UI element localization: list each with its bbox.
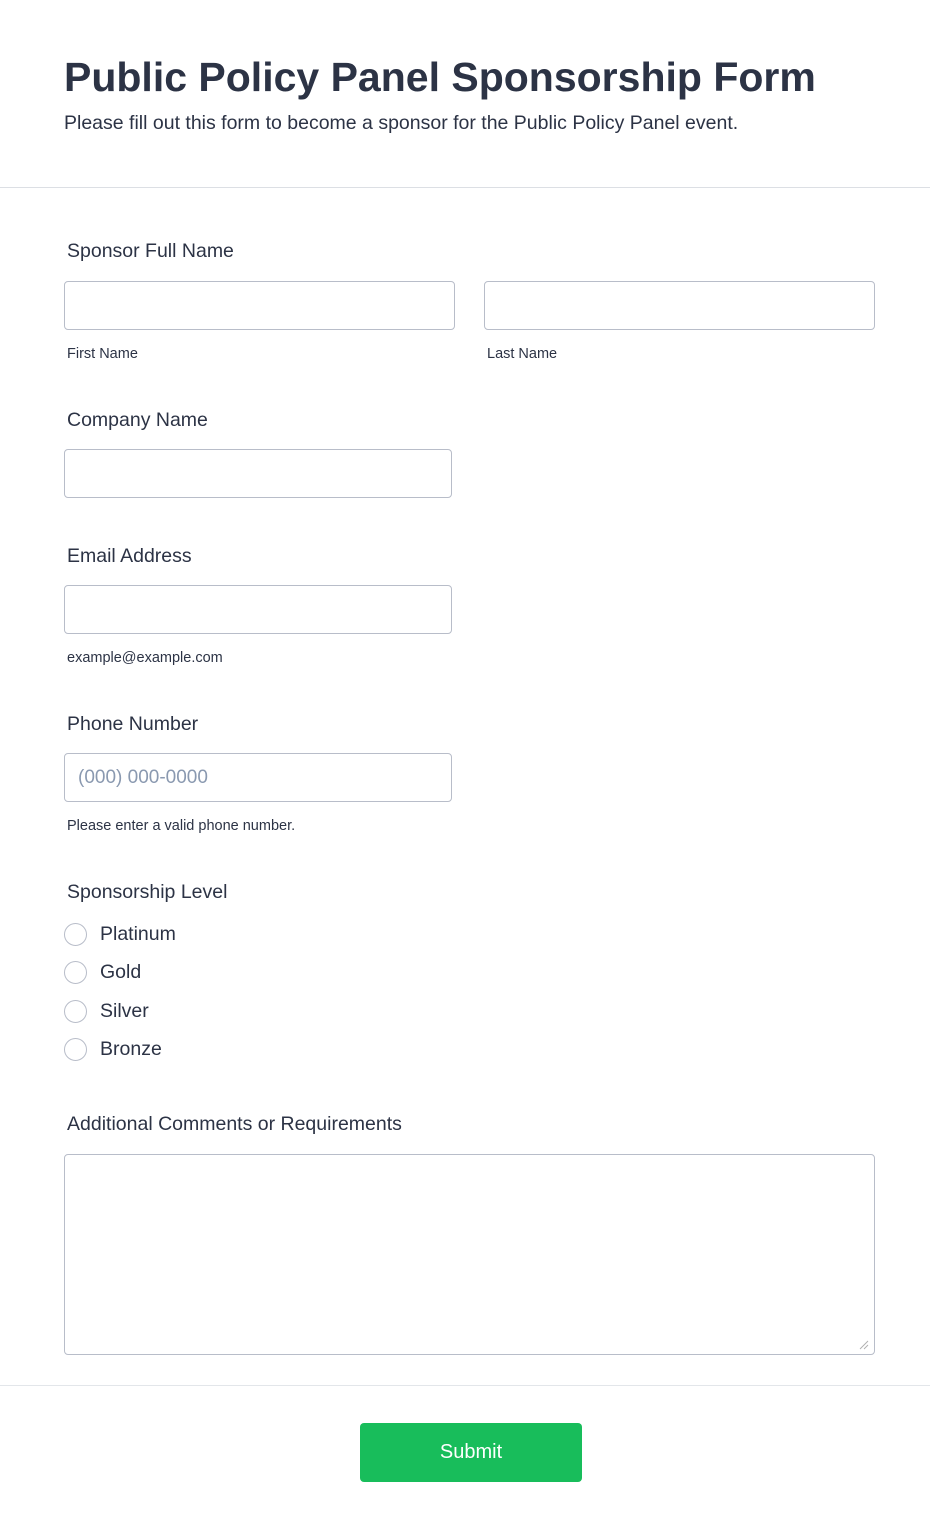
radio-option-platinum[interactable] [64, 921, 176, 947]
first-name-input[interactable] [64, 281, 455, 330]
email-input[interactable] [64, 585, 452, 634]
resize-handle-icon[interactable] [857, 1338, 869, 1350]
company-name-input[interactable] [64, 449, 452, 498]
email-label: Email Address [67, 545, 192, 567]
submit-button[interactable]: Submit [360, 1423, 582, 1482]
sponsorship-level-label: Sponsorship Level [67, 881, 228, 903]
radio-option-label: Bronze [100, 1038, 162, 1060]
form-header [0, 0, 930, 188]
page-title: Public Policy Panel Sponsorship Form [64, 54, 816, 100]
company-name-label: Company Name [67, 409, 208, 431]
comments-label: Additional Comments or Requirements [67, 1113, 402, 1135]
last-name-input[interactable] [484, 281, 875, 330]
comments-textarea[interactable] [64, 1154, 875, 1355]
radio-option-silver[interactable] [64, 998, 149, 1024]
radio-option-bronze[interactable] [64, 1036, 162, 1062]
radio-option-label: Silver [100, 1000, 149, 1022]
phone-label: Phone Number [67, 713, 199, 735]
last-name-sublabel: Last Name [487, 346, 558, 362]
radio-option-gold[interactable] [64, 959, 141, 985]
radio-button[interactable] [64, 1000, 87, 1023]
radio-button[interactable] [64, 923, 87, 946]
sponsor-full-name-label: Sponsor Full Name [67, 240, 234, 262]
radio-button[interactable] [64, 1038, 87, 1061]
footer-divider [0, 1385, 930, 1386]
radio-option-label: Gold [100, 961, 142, 983]
radio-button[interactable] [64, 961, 87, 984]
phone-sublabel: Please enter a valid phone number. [67, 818, 296, 834]
phone-input[interactable] [64, 753, 452, 802]
page-subtitle: Please fill out this form to become a sponsor for the Public Policy Panel event. [64, 112, 739, 134]
radio-option-label: Platinum [100, 923, 176, 945]
email-sublabel: example@example.com [67, 650, 223, 666]
first-name-sublabel: First Name [67, 346, 138, 362]
